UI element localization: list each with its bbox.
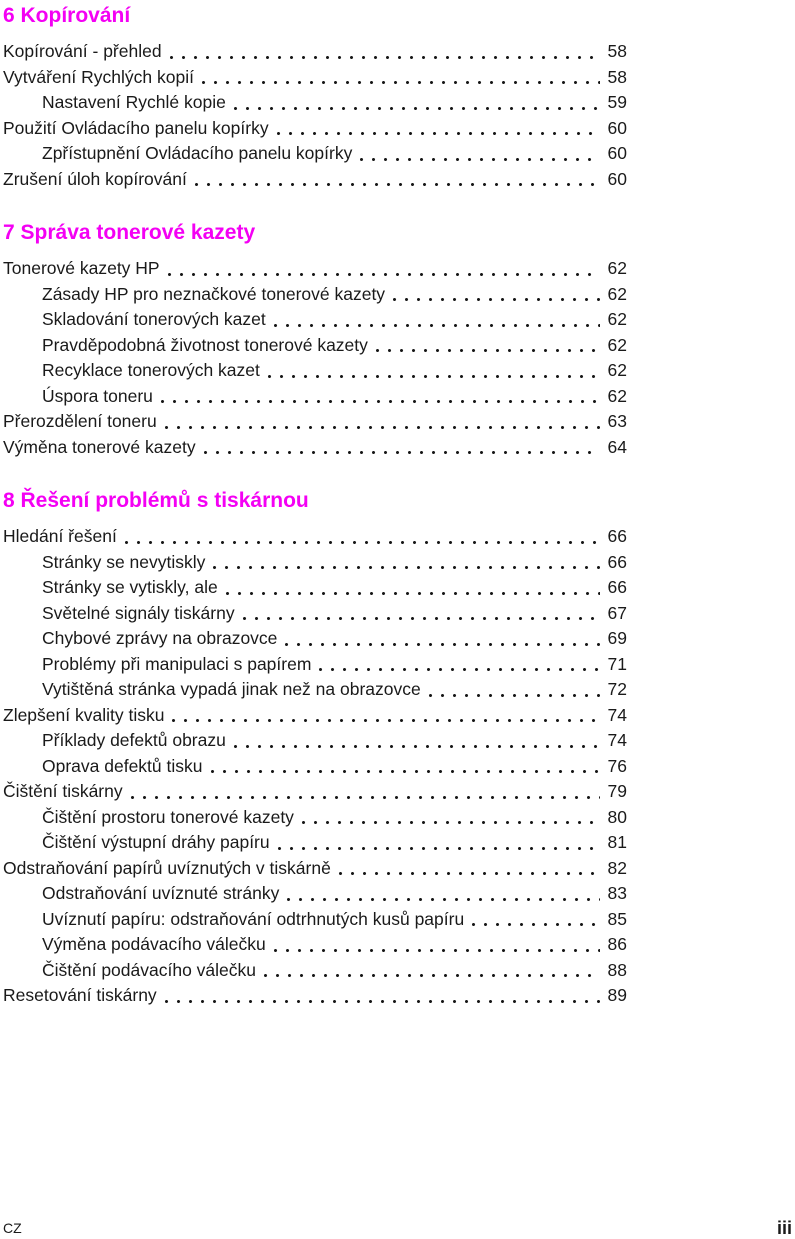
toc-entry (3, 779, 627, 805)
dot-leader (160, 256, 605, 282)
toc-entry-page: 71 (607, 653, 627, 674)
dot-leader (117, 524, 605, 550)
toc-entry-page: 80 (607, 806, 627, 827)
toc-entry-title: Oprava defektů tisku (42, 755, 203, 776)
toc-entry-page: 58 (607, 66, 627, 87)
dot-leader (385, 282, 605, 308)
toc-section (3, 488, 627, 1009)
toc-entry-title: Zrušení úloh kopírování (3, 168, 187, 189)
toc-entry (3, 550, 627, 576)
dot-leader (226, 90, 605, 116)
toc-entry-page: 62 (607, 334, 627, 355)
dot-leader (205, 550, 605, 576)
toc-entry (3, 307, 627, 333)
dot-leader (203, 754, 606, 780)
dot-leader (266, 307, 605, 333)
toc-entry-page: 82 (607, 857, 627, 878)
toc-entry (3, 409, 627, 435)
toc-entry (3, 256, 627, 282)
toc-entry (3, 65, 627, 91)
section-heading: 6 Kopírování (3, 4, 131, 27)
toc-entry (3, 728, 627, 754)
dot-leader (157, 983, 605, 1009)
toc-entry (3, 703, 627, 729)
toc-entry (3, 652, 627, 678)
dot-leader (235, 601, 605, 627)
toc-entry-page: 60 (607, 168, 627, 189)
dot-leader (164, 703, 605, 729)
toc-entry (3, 881, 627, 907)
toc-entry-title: Příklady defektů obrazu (42, 730, 226, 750)
toc-entry-page: 66 (607, 577, 627, 597)
toc-entry-title: Skladování tonerových kazet (42, 309, 266, 329)
toc-entry-title: Zásady HP pro neznačkové tonerové kazety (42, 283, 386, 304)
toc-entry-page: 62 (607, 309, 627, 329)
dot-leader (279, 881, 605, 907)
toc-section (3, 220, 627, 460)
dot-leader (269, 116, 605, 142)
toc-entry-page: 66 (607, 551, 627, 572)
toc-entry (3, 39, 627, 65)
toc-entry (3, 830, 627, 856)
dot-leader (194, 65, 605, 91)
toc-entry-title: Zpřístupnění Ovládacího panelu kopírky (42, 143, 353, 163)
toc-entry-title: Čištění výstupní dráhy papíru (42, 832, 270, 852)
toc-entry-title: Čištění podávacího válečku (42, 959, 257, 980)
footer-page-number: iii (776, 1218, 792, 1238)
toc-entry-page: 62 (607, 258, 627, 278)
toc-entry-title: Tonerové kazety HP (3, 258, 160, 278)
dot-leader (157, 409, 605, 435)
toc-entry-title: Přerozdělení toneru (3, 411, 157, 431)
toc-entry-title: Použití Ovládacího panelu kopírky (3, 117, 269, 138)
toc-entry (3, 141, 627, 167)
section-heading: 7 Správa tonerové kazety (3, 221, 256, 244)
dot-leader (162, 39, 605, 65)
section-heading: 8 Řešení problémů s tiskárnou (3, 489, 309, 512)
toc-entry (3, 435, 627, 461)
toc-entry-page: 74 (607, 704, 627, 725)
toc-entry (3, 626, 627, 652)
dot-leader (260, 358, 605, 384)
toc-entry-page: 62 (607, 360, 627, 380)
toc-entry (3, 575, 627, 601)
toc-entry (3, 358, 627, 384)
toc-entry-page: 64 (607, 436, 627, 457)
toc-entry-page: 89 (607, 985, 627, 1005)
footer-language-code: CZ (3, 1220, 22, 1236)
toc-entry (3, 677, 627, 703)
toc-entry-page: 85 (607, 908, 627, 929)
toc-entry-title: Vytváření Rychlých kopií (3, 66, 194, 87)
table-of-contents (3, 0, 627, 1009)
toc-entry-title: Odstraňování uvíznuté stránky (42, 883, 280, 903)
dot-leader (270, 830, 605, 856)
dot-leader (464, 907, 605, 933)
toc-entry-page: 81 (607, 832, 627, 852)
dot-leader (226, 728, 605, 754)
toc-entry-page: 59 (607, 92, 627, 112)
toc-entry-title: Pravděpodobná životnost tonerové kazety (42, 334, 368, 355)
toc-entry-title: Výměna podávacího válečku (42, 934, 266, 954)
toc-entry-page: 83 (607, 883, 627, 903)
toc-entry-title: Stránky se vytiskly, ale (42, 577, 218, 597)
toc-entry-page: 62 (607, 283, 627, 304)
toc-entry-title: Resetování tiskárny (3, 985, 157, 1005)
toc-entry-page: 63 (607, 411, 627, 431)
toc-entry-title: Čištění prostoru tonerové kazety (42, 806, 294, 827)
toc-entry-title: Zlepšení kvality tisku (3, 704, 165, 725)
toc-entry-page: 60 (607, 117, 627, 138)
toc-entry (3, 601, 627, 627)
toc-entry-title: Vytištěná stránka vypadá jinak než na obrazovce (42, 679, 421, 699)
toc-entry-title: Stránky se nevytiskly (42, 551, 206, 572)
toc-section (3, 3, 627, 192)
toc-entry (3, 958, 627, 984)
section-entries (3, 256, 627, 460)
toc-entry-title: Čištění tiskárny (3, 781, 123, 801)
dot-leader (256, 958, 605, 984)
section-entries (3, 39, 627, 192)
dot-leader (331, 856, 605, 882)
toc-entry (3, 983, 627, 1009)
toc-entry (3, 805, 627, 831)
dot-leader (187, 167, 605, 193)
toc-entry (3, 90, 627, 116)
dot-leader (196, 435, 605, 461)
toc-entry (3, 282, 627, 308)
toc-entry (3, 856, 627, 882)
toc-entry (3, 907, 627, 933)
toc-entry-page: 88 (607, 959, 627, 980)
toc-entry-page: 72 (607, 679, 627, 699)
toc-entry-title: Kopírování - přehled (3, 41, 162, 61)
toc-entry-page: 76 (607, 755, 627, 776)
dot-leader (352, 141, 605, 167)
dot-leader (218, 575, 605, 601)
toc-entry-page: 66 (607, 526, 627, 546)
toc-entry-title: Problémy při manipulaci s papírem (42, 653, 312, 674)
dot-leader (153, 384, 605, 410)
toc-entry-page: 79 (607, 781, 627, 801)
dot-leader (368, 333, 605, 359)
toc-entry (3, 167, 627, 193)
toc-entry-title: Světelné signály tiskárny (42, 602, 235, 623)
toc-entry-title: Odstraňování papírů uvíznutých v tiskárně (3, 857, 331, 878)
toc-entry-title: Nastavení Rychlé kopie (42, 92, 226, 112)
section-entries (3, 524, 627, 1009)
dot-leader (277, 626, 605, 652)
toc-entry-page: 86 (607, 934, 627, 954)
toc-entry-title: Recyklace tonerových kazet (42, 360, 260, 380)
toc-entry (3, 932, 627, 958)
toc-entry-title: Výměna tonerové kazety (3, 436, 196, 457)
toc-entry (3, 333, 627, 359)
toc-entry-title: Úspora toneru (42, 385, 153, 406)
dot-leader (123, 779, 605, 805)
toc-entry-title: Hledání řešení (3, 526, 117, 546)
dot-leader (266, 932, 605, 958)
toc-entry (3, 524, 627, 550)
toc-entry-page: 60 (607, 143, 627, 163)
toc-entry (3, 116, 627, 142)
dot-leader (294, 805, 605, 831)
toc-entry (3, 384, 627, 410)
toc-entry (3, 754, 627, 780)
toc-entry-title: Chybové zprávy na obrazovce (42, 628, 278, 648)
dot-leader (421, 677, 605, 703)
toc-entry-page: 67 (607, 602, 627, 623)
toc-entry-page: 69 (607, 628, 627, 648)
toc-entry-page: 58 (607, 41, 627, 61)
toc-entry-page: 74 (607, 730, 627, 750)
toc-entry-page: 62 (607, 385, 627, 406)
dot-leader (311, 652, 605, 678)
toc-entry-title: Uvíznutí papíru: odstraňování odtrhnutých kusů papíru (42, 908, 465, 929)
